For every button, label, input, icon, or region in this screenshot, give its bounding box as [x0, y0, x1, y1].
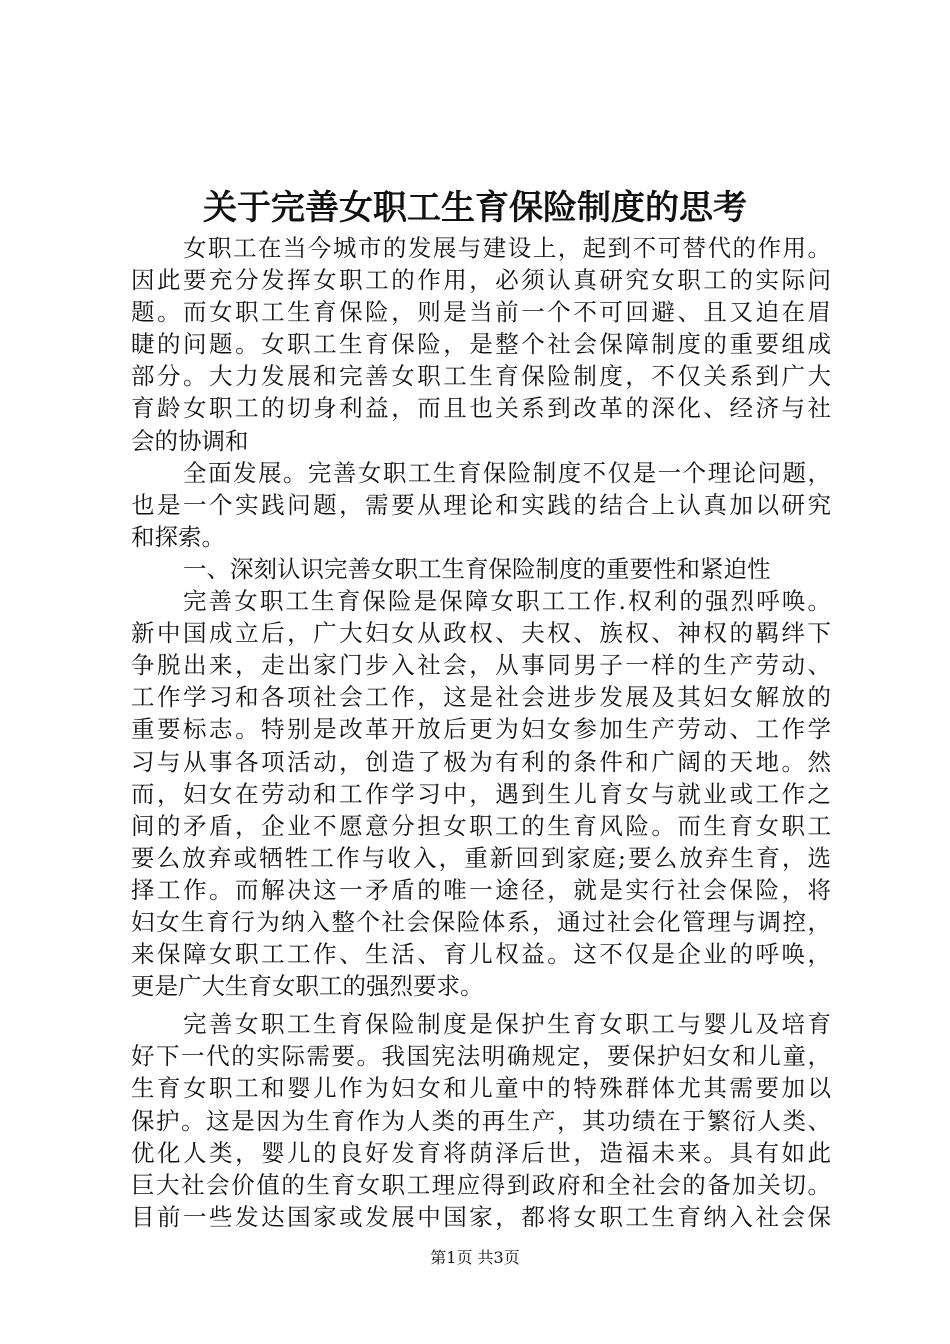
paragraph-line: 因此要充分发挥女职工的作用，必须认真研究女职工的实际问: [131, 266, 831, 295]
paragraph-line: 女职工在当今城市的发展与建设上，起到不可替代的作用。: [183, 234, 831, 262]
paragraph-line: 巨大社会价值的生育女职工理应得到政府和全社会的备加关切。: [131, 1170, 831, 1199]
paragraph-line: 生育女职工和婴儿作为妇女和儿童中的特殊群体尤其需要加以: [131, 1074, 831, 1103]
paragraph-line: 工作学习和各项社会工作，这是社会进步发展及其妇女解放的: [131, 683, 831, 712]
paragraph-line: 争脱出来，走出家门步入社会，从事同男子一样的生产劳动、: [131, 651, 831, 680]
paragraph-line: 择工作。而解决这一矛盾的唯一途径，就是实行社会保险，将: [131, 875, 831, 904]
paragraph-line: 育龄女职工的切身利益，而且也关系到改革的深化、经济与社: [131, 394, 831, 423]
paragraph-line: 优化人类，婴儿的良好发育将荫泽后世，造福未来。具有如此: [131, 1138, 831, 1167]
paragraph-line: 好下一代的实际需要。我国宪法明确规定，要保护妇女和儿童，: [131, 1042, 831, 1071]
page-footer: 第1页 共3页: [430, 1248, 520, 1267]
paragraph-line: 也是一个实践问题，需要从理论和实践的结合上认真加以研究: [131, 490, 831, 519]
paragraph-line: 题。而女职工生育保险，则是当前一个不可回避、且又迫在眉: [131, 298, 831, 327]
section-heading: 一、深刻认识完善女职工生育保险制度的重要性和紧迫性: [183, 554, 771, 583]
paragraph-line: 要么放弃或牺牲工作与收入，重新回到家庭;要么放弃生育，选: [131, 843, 831, 872]
paragraph-line: 新中国成立后，广大妇女从政权、夫权、族权、神权的羁绊下: [131, 619, 831, 648]
paragraph-line: 间的矛盾，企业不愿意分担女职工的生育风险。而生育女职工: [131, 811, 831, 840]
paragraph-line: 会的协调和: [131, 426, 249, 455]
paragraph-line: 妇女生育行为纳入整个社会保险体系，通过社会化管理与调控，: [131, 907, 831, 936]
paragraph-line: 习与从事各项活动，创造了极为有利的条件和广阔的天地。然: [131, 747, 831, 776]
paragraph-line: 保护。这是因为生育作为人类的再生产，其功绩在于繁衍人类、: [131, 1106, 831, 1135]
paragraph-line: 来保障女职工工作、生活、育儿权益。这不仅是企业的呼唤，: [131, 940, 831, 969]
paragraph-line: 和探索。: [131, 522, 225, 551]
paragraph-line: 睫的问题。女职工生育保险，是整个社会保障制度的重要组成: [131, 330, 831, 359]
document-body: [131, 232, 831, 1233]
paragraph-line: 全面发展。完善女职工生育保险制度不仅是一个理论问题，: [183, 458, 831, 487]
paragraph-line: 部分。大力发展和完善女职工生育保险制度，不仅关系到广大: [131, 362, 831, 391]
paragraph-line: 而，妇女在劳动和工作学习中，遇到生儿育女与就业或工作之: [131, 779, 831, 808]
paragraph-line: 更是广大生育女职工的强烈要求。: [131, 972, 484, 1001]
paragraph-line: 完善女职工生育保险是保障女职工工作.权利的强烈呼唤。: [183, 587, 831, 616]
paragraph-line: 重要标志。特别是改革开放后更为妇女参加生产劳动、工作学: [131, 715, 831, 744]
paragraph-line: 目前一些发达国家或发展中国家，都将女职工生育纳入社会保: [131, 1202, 831, 1231]
paragraph-line: 完善女职工生育保险制度是保护生育女职工与婴儿及培育: [183, 1010, 831, 1039]
document-title: 关于完善女职工生育保险制度的思考: [203, 188, 747, 228]
